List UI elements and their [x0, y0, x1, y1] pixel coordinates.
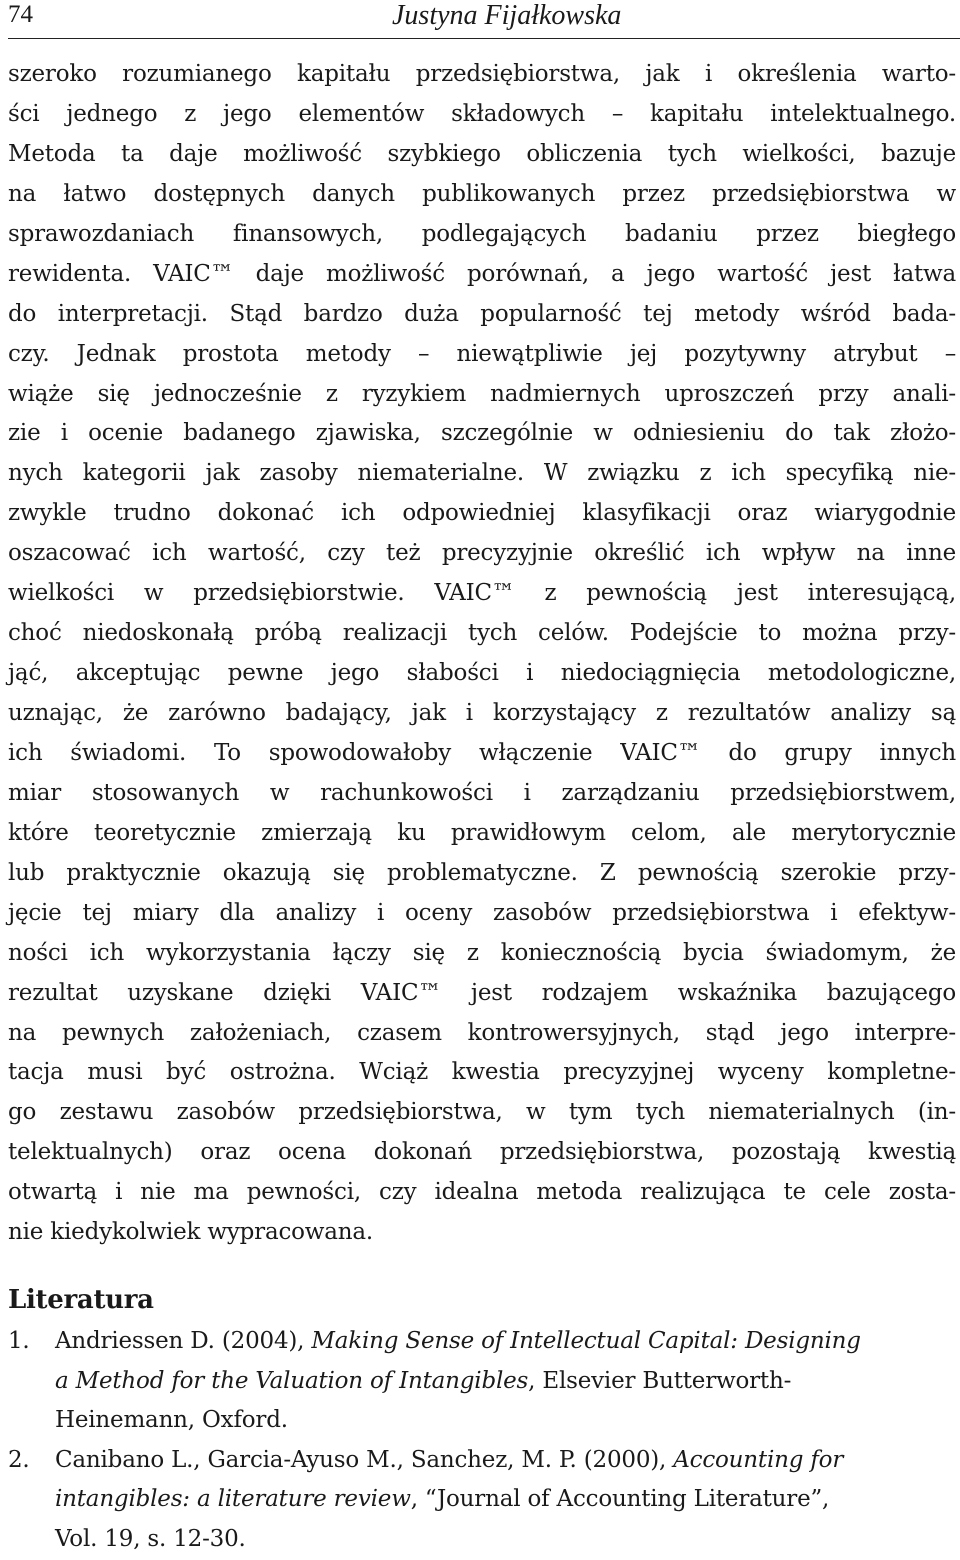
reference-item — [8, 1322, 956, 1441]
text-line: szeroko rozumianego kapitału przedsiębiorstwa, jak i określenia warto- — [8, 61, 956, 87]
literature-heading: Literatura — [8, 1285, 154, 1315]
reference-title: intangibles: a literature review — [55, 1486, 411, 1513]
text-line: rezultat uzyskane dzięki VAIC™ jest rodzajem wskaźnika bazującego — [8, 979, 956, 1006]
text-line: Metoda ta daje możliwość szybkiego obliczenia tych wielkości, bazuje — [8, 140, 956, 167]
text-line: otwartą i nie ma pewności, czy idealna metoda realizująca te cele zosta- — [8, 1179, 956, 1206]
reference-title: Making Sense of Intellectual Capital: Designing — [311, 1328, 861, 1354]
reference-title: Accounting for — [673, 1446, 844, 1473]
text-line: telektualnych) oraz ocena dokonań przedsiębiorstwa, pozostają kwestią — [8, 1139, 956, 1166]
text-line: oszacować ich wartość, czy też precyzyjnie określić ich wpływ na inne — [8, 540, 956, 567]
text-line: go zestawu zasobów przedsiębiorstwa, w tym tych niematerialnych (in- — [8, 1099, 956, 1126]
text-line: zwykle trudno dokonać ich odpowiedniej klasyfikacji oraz wiarygodnie — [8, 500, 956, 527]
text-line: ności ich wykorzystania łączy się z koniecznością bycia świadomym, że — [8, 939, 956, 966]
reference-line — [55, 1322, 956, 1362]
reference-number: 2. — [8, 1446, 30, 1473]
text-line: które teoretycznie zmierzają ku prawidłowym celom, ale merytorycznie — [8, 819, 956, 846]
text-line: nych kategorii jak zasoby niematerialne. W związku z ich specyfiką nie- — [8, 460, 956, 487]
text-line: czy. Jednak prostota metody – niewątpliwie jej pozytywny atrybut – — [8, 340, 956, 367]
text-line: zie i ocenie badanego zjawiska, szczególnie w odniesieniu do tak złożo- — [8, 420, 956, 447]
reference-line — [55, 1362, 956, 1402]
text-line: miar stosowanych w rachunkowości i zarządzaniu przedsiębiorstwem, — [8, 779, 956, 806]
text-line: tacja musi być ostrożna. Wciąż kwestia precyzyjnej wyceny kompletne- — [8, 1059, 956, 1086]
text-line: na łatwo dostępnych danych publikowanych przez przedsiębiorstwa w — [8, 180, 956, 207]
reference-list — [8, 1322, 956, 1560]
text-line: jęcie tej miary dla analizy i oceny zasobów przedsiębiorstwa i efektyw- — [8, 899, 956, 926]
text-line: lub praktycznie okazują się problematyczne. Z pewnością szerokie przy- — [8, 859, 956, 886]
text-line: do interpretacji. Stąd bardzo duża popularność tej metody wśród bada- — [8, 300, 956, 327]
reference-text: , Elsevier Butterworth- — [528, 1367, 792, 1394]
reference-line: Heinemann, Oxford. — [55, 1407, 288, 1434]
text-line: ści jednego z jego elementów składowych – kapitału intelektualnego. — [8, 100, 956, 127]
page-number: 74 — [8, 1, 33, 28]
text-line: na pewnych założeniach, czasem kontrowersyjnych, stąd jego interpre- — [8, 1019, 956, 1046]
text-line: rewidenta. VAIC™ daje możliwość porównań, a jego wartość jest łatwa — [8, 260, 956, 287]
reference-text: Andriessen D. (2004), — [55, 1328, 312, 1354]
text-line: nie kiedykolwiek wypracowana. — [8, 1219, 374, 1246]
text-line: uznając, że zarówno badający, jak i korzystający z rezultatów analizy są — [8, 700, 956, 726]
text-line: jąć, akceptując pewne jego słabości i niedociągnięcia metodologiczne, — [8, 660, 956, 687]
reference-line — [55, 1480, 956, 1520]
text-line: wiąże się jednocześnie z ryzykiem nadmiernych uproszczeń przy anali- — [8, 380, 956, 407]
reference-title: a Method for the Valuation of Intangibles — [55, 1367, 529, 1394]
reference-text: Canibano L., Garcia-Ayuso M., Sanchez, M. P. (2000), — [55, 1446, 674, 1473]
text-line: ich świadomi. To spowodowałoby włączenie VAIC™ do grupy innych — [8, 739, 956, 766]
page-header — [8, 0, 960, 39]
reference-item — [8, 1441, 956, 1560]
text-line: wielkości w przedsiębiorstwie. VAIC™ z pewnością jest interesującą, — [8, 580, 956, 607]
body-paragraph — [8, 55, 956, 1253]
text-line: choć niedoskonałą próbą realizacji tych celów. Podejście to można przy- — [8, 620, 956, 647]
reference-number: 1. — [8, 1328, 30, 1354]
running-head-author: Justyna Fijałkowska — [392, 0, 622, 31]
reference-line — [55, 1441, 956, 1481]
reference-text: , “Journal of Accounting Literature”, — [410, 1486, 830, 1513]
text-line: sprawozdaniach finansowych, podlegających badaniu przez biegłego — [8, 220, 956, 247]
reference-line: Vol. 19, s. 12-30. — [55, 1525, 246, 1552]
